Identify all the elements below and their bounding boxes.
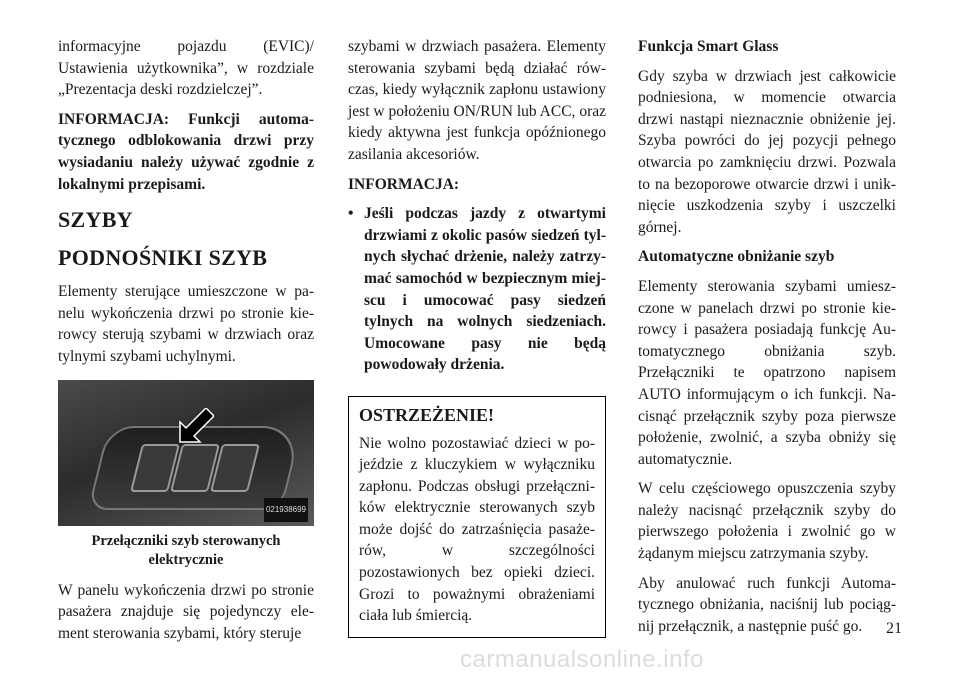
paragraph-auto-down: Elementy sterowania szybami umieszczone w panelach drzwi po stronie kierowcy i pasażera posiadają funkcję Automatycznego obniżania szyb. Przełączniki te opatrzono napisem AUTO informującym o ich funkcji. Nacisnąć przełącznik szyby poza pierwsze położenie, zwolnić, a szyba obniży się automatycznie. [638,277,896,468]
heading-auto-down: Automatyczne obniżanie szyb [638,248,835,266]
heading-szyby: SZYBY [58,207,133,233]
bullet-icon: • [348,205,354,223]
paragraph-passenger-controls: W panelu wykończenia drzwi po stronie pasażera znajduje się pojedynczy element sterowania szybami, który steruje [58,581,314,642]
warning-box [348,396,606,638]
figure-code: 021938699 [264,498,308,522]
warning-title: OSTRZEŻENIE! [359,404,495,425]
bullet-text: Jeśli podczas jazdy z otwartymi drzwiami z okolic pasów siedzeń tylnych słychać drżenie, należy zatrzymać samochód w bezpiecznym miejscu i umocować pasy siedzeń tylnych na wolnych siedzeniach. Umocowane pasy nie będą powodowały drżenia. [364,205,606,374]
paragraph-ignition: szybami w drzwiach pasażera. Elementy sterowania szybami będą działać rówczas, kiedy wyłącznik zapłonu ustawiony jest w położeniu ON/RUN lub ACC, oraz kiedy aktywna jest funkcja opóźnionego zasilania akcesoriów. [348,38,606,163]
paragraph-smart-glass: Gdy szyba w drzwiach jest całkowicie podniesiona, w momencie otwarcia drzwi nastąpi nieznacznie obniżenie jej. Szyba powróci do jej pozycji pełnego otwarcia po zamknięciu drzwi. Pozwala to na bezoporowe otwarcie drzwi i uniknięcie uszkodzenia szyby i uszczelki górnej. [638,67,896,236]
heading-podnosniki-szyb: PODNOŚNIKI SZYB [58,245,268,271]
column-middle [348,36,606,638]
paragraph-cancel-auto: Aby anulować ruch funkcji Automatycznego obniżania, naciśnij lub pociągnij przełącznik, a następnie puść go. [638,574,896,635]
paragraph-evic-ref: informacyjne pojazdu (EVIC)/ Ustawienia użytkownika”, w rozdziale „Prezentacja deski rozdzielczej”. [58,38,314,99]
window-switches-photo [58,380,314,526]
warning-text: Nie wolno pozostawiać dzieci w pojeździe z kluczykiem w wyłączniku zapłonu. Podczas obsługi przełączników elektrycznie sterowanych szyb może dojść do zatrzaśnięcia pasażerów, w szczególności pozostawionych bez opieki dzieci. Grozi to poważnymi obrażeniami ciała lub śmiercią. [359,434,595,625]
figure-caption: Przełączniki szyb sterowanych elektrycznie [91,532,281,568]
paragraph-driver-controls: Elementy sterujące umieszczone w panelu wykończenia drzwi po stronie kierowcy sterują szybami w drzwiach oraz tylnymi szybami uchylnymi. [58,283,314,365]
watermark: carmanualsonline.info [460,646,704,673]
info-title: INFORMACJA: [348,175,460,193]
arrow-icon [178,408,214,444]
column-left [58,36,314,652]
column-right [638,36,896,645]
info-bullet [348,203,606,376]
page-number: 21 [886,620,902,637]
heading-smart-glass: Funkcja Smart Glass [638,38,779,55]
info-auto-unlock: INFORMACJA: Funkcji automatycznego odblokowania drzwi przy wysiadaniu należy używać zgodnie z lokalnymi przepisami. [58,110,314,193]
paragraph-partial-down: W celu częściowego opuszczenia szyby należy nacisnąć przełącznik szyby do pierwszego położenia i zwolnić go w żądanym miejscu zatrzymania szyby. [638,480,896,563]
